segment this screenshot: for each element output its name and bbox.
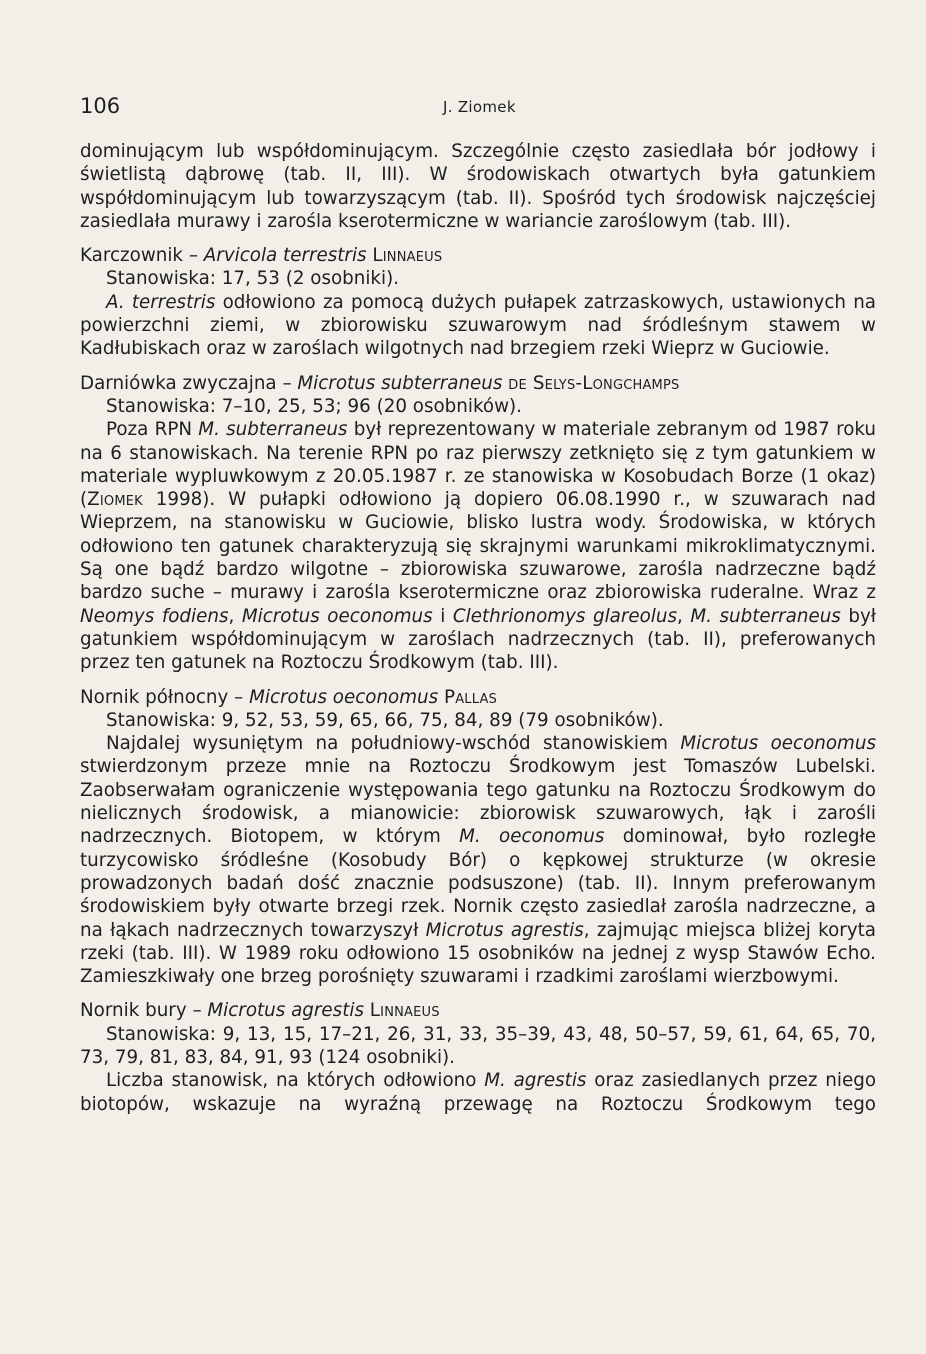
citation-author: Ziomek (87, 489, 143, 511)
species-paragraph: A. terrestris odłowiono za pomocą dużych pułapek zatrzaskowych, ustawionych na powierzchni ziemi, w zbiorowisku szuwarowym nad śródleśnym stawem w Kadłubiskach oraz w zaroślach wilgotnych nad brzegiem rzeki Wieprz w Guciowie. (80, 291, 876, 360)
species-paragraph: Liczba stanowisk, na których odłowiono M. agrestis oraz zasiedlanych przez niego biotopów, wskazuje na wyraźną przewagę na Roztoczu Środkowym tego (80, 1070, 877, 1115)
page-number: 106 (80, 94, 121, 118)
species-section-subterraneus (80, 372, 876, 675)
species-heading: Nornik bury – Microtus agrestis Linnaeus (80, 1000, 440, 1022)
latin-name: Microtus oeconomus (249, 686, 439, 708)
species-paragraph: Poza RPN M. subterraneus był reprezentowany w materiale zebranym od 1987 roku na 6 stanowiskach. Na terenie RPN po raz pierwszy zetknięto się z tym gatunkiem w materiale wypluwkowym z 20.05.1987 r. ze stanowiska w Kosobudach Borze (1 okaz) (Ziomek 1998). W pułapki odłowiono ją dopiero 06.08.1990 r., w szuwarach nad Wieprzem, na stanowisku w Guciowie, blisko lustra wody. Środowiska, w których odłowiono ten gatunek charakteryzują się skrajnymi warunkami mikroklimatycznymi. Są one bądź bardzo wilgotne – zbiorowiska szuwarowe, zarośla nadrzeczne bądź bardzo suche – murawy i zarośla kserotermiczne oraz zbiorowiska ruderalne. Wraz z Neomys fodiens, Microtus oeconomus i Clethrionomys glareolus, M. subterraneus był gatunkiem współdominującym w zaroślach nadrzecznych (tab. II), preferowanych przez ten gatunek na Roztoczu Środkowym (tab. III). (80, 419, 877, 674)
taxon-author: Linnaeus (369, 1000, 440, 1022)
sites-line: Stanowiska: 17, 53 (2 osobniki). (106, 268, 400, 290)
sites-line: Stanowiska: 9, 13, 15, 17–21, 26, 31, 33, 35–39, 43, 48, 50–57, 59, 61, 64, 65, 70, 73, 79, 81, 83, 84, 91, 93 (124 osobniki). (80, 1023, 876, 1068)
taxon-author: Selys-Longchamps (532, 372, 680, 394)
latin-name: Microtus agrestis (207, 1000, 364, 1022)
latin-name: Arvicola terrestris (203, 245, 367, 267)
sites-line: Stanowiska: 7–10, 25, 53; 96 (20 osobników). (106, 395, 522, 417)
latin-name: Microtus subterraneus (297, 372, 503, 394)
sites-line: Stanowiska: 9, 52, 53, 59, 65, 66, 75, 84, 89 (79 osobników). (106, 709, 664, 731)
species-heading: Nornik północny – Microtus oeconomus Pallas (80, 686, 498, 708)
species-heading: Karczownik – Arvicola terrestris Linnaeus (80, 245, 443, 267)
species-paragraph: Najdalej wysuniętym na południowy-wschód stanowiskiem Microtus oeconomus stwierdzonym przeze mnie na Roztoczu Środkowym jest Tomaszów Lubelski. Zaobserwałam ograniczenie występowania tego gatunku na Roztoczu Środkowym do nielicznych środowisk, a mianowicie: zbiorowisk szuwarowych, łąk i zarośli nadrzecznych. Biotopem, w którym M. oeconomus dominował, było rozległe turzycowisko śródleśne (Kosobudy Bór) o kępkowej strukturze (w okresie prowadzonych badań dość znacznie podsuszone) (tab. II). Innym preferowanym środowiskiem były otwarte brzegi rzek. Nornik często zasiedlał zarośla nadrzeczne, a na łąkach nadrzecznych towarzyszył Microtus agrestis, zajmując miejsca bliżej koryta rzeki (tab. III). W 1989 roku odłowiono 15 osobników na jednej z wysp Stawów Echo. Zamieszkiwały one brzeg porośnięty szuwarami i rzadkimi zaroślami wierzbowymi. (80, 733, 877, 988)
species-heading: Darniówka zwyczajna – Microtus subterraneus de Selys-Longchamps (80, 372, 680, 394)
page-header (80, 94, 876, 124)
body-text (80, 140, 876, 1116)
intro-paragraph: dominującym lub współdominującym. Szczególnie często zasiedlała bór jodłowy i świetlistą dąbrowę (tab. II, III). W środowiskach otwartych była gatunkiem współdominującym lub towarzyszącym (tab. II). Spośród tych środowisk najczęściej zasiedlała murawy i zarośla kserotermiczne w wariancie zaroślowym (tab. III). (80, 141, 876, 232)
running-head-author: J. Ziomek (443, 98, 516, 116)
taxon-author: Linnaeus (372, 245, 443, 267)
species-section-agrestis (80, 999, 876, 1115)
species-section-arvicola (80, 244, 876, 360)
taxon-author: Pallas (443, 686, 498, 708)
species-section-oeconomus (80, 686, 876, 989)
